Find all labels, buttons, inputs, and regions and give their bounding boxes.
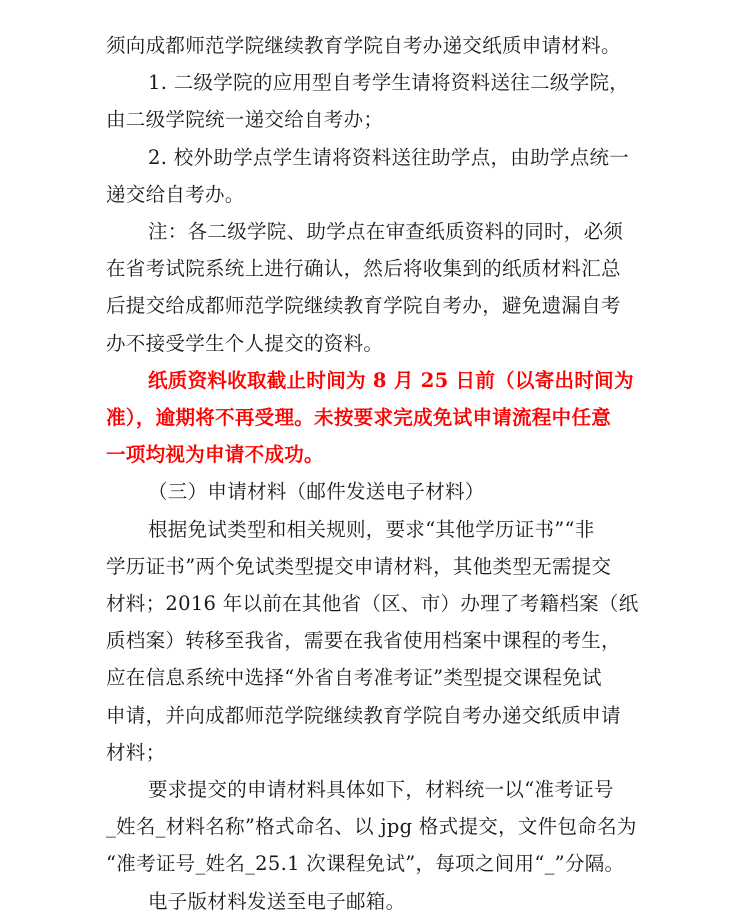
deadline-notice-line: 一项均视为申请不成功。 [106,443,324,467]
paragraph-line: _姓名_材料名称”格式命名、以 jpg 格式提交，文件包命名为 [106,815,637,839]
paragraph-line: 办不接受学生个人提交的资料。 [106,331,384,355]
paragraph-line: 材料；2016 年以前在其他省（区、市）办理了考籍档案（纸 [106,592,639,615]
deadline-notice-line: 纸质资料收取截止时间为 8 月 25 日前（以寄出时间为 [148,368,634,392]
paragraph-line: 递交给自考办。 [106,182,245,206]
paragraph-line: 根据免试类型和相关规则，要求“其他学历证书”“非 [148,517,595,541]
paragraph-line: 须向成都师范学院继续教育学院自考办递交纸质申请材料。 [106,34,621,57]
paragraph-line: 电子版材料发送至电子邮箱。 [148,889,406,913]
paragraph-line: 材料； [106,740,166,764]
paragraph-line: 后提交给成都师范学院继续教育学院自考办，避免遗漏自考 [106,294,621,318]
paragraph-line: 申请，并向成都师范学院继续教育学院自考办递交纸质申请 [106,703,621,727]
section-heading: （三）申请材料（邮件发送电子材料） [148,480,485,504]
paragraph-line: 要求提交的申请材料具体如下，材料统一以“准考证号 [148,778,614,801]
paragraph-line: “准考证号_姓名_25.1 次课程免试”，每项之间用“_”分隔。 [106,852,625,876]
deadline-notice-line: 准），逾期将不再受理。未按要求完成免试申请流程中任意 [106,406,612,429]
paragraph-line: 1. 二级学院的应用型自考学生请将资料送往二级学院， [148,71,630,95]
paragraph-line: 学历证书”两个免试类型提交申请材料，其他类型无需提交 [106,554,612,578]
paragraph-line: 质档案）转移至我省，需要在我省使用档案中课程的考生， [106,629,621,653]
paragraph-line: 由二级学院统一递交给自考办； [106,108,384,132]
paragraph-line: 2. 校外助学点学生请将资料送往助学点，由助学点统一 [148,145,630,169]
paragraph-line: 注：各二级学院、助学点在审查纸质资料的同时，必须 [148,220,624,243]
paragraph-line: 应在信息系统中选择“外省自考准考证”类型提交课程免试 [106,666,602,690]
paragraph-line: 在省考试院系统上进行确认，然后将收集到的纸质材料汇总 [106,257,621,281]
